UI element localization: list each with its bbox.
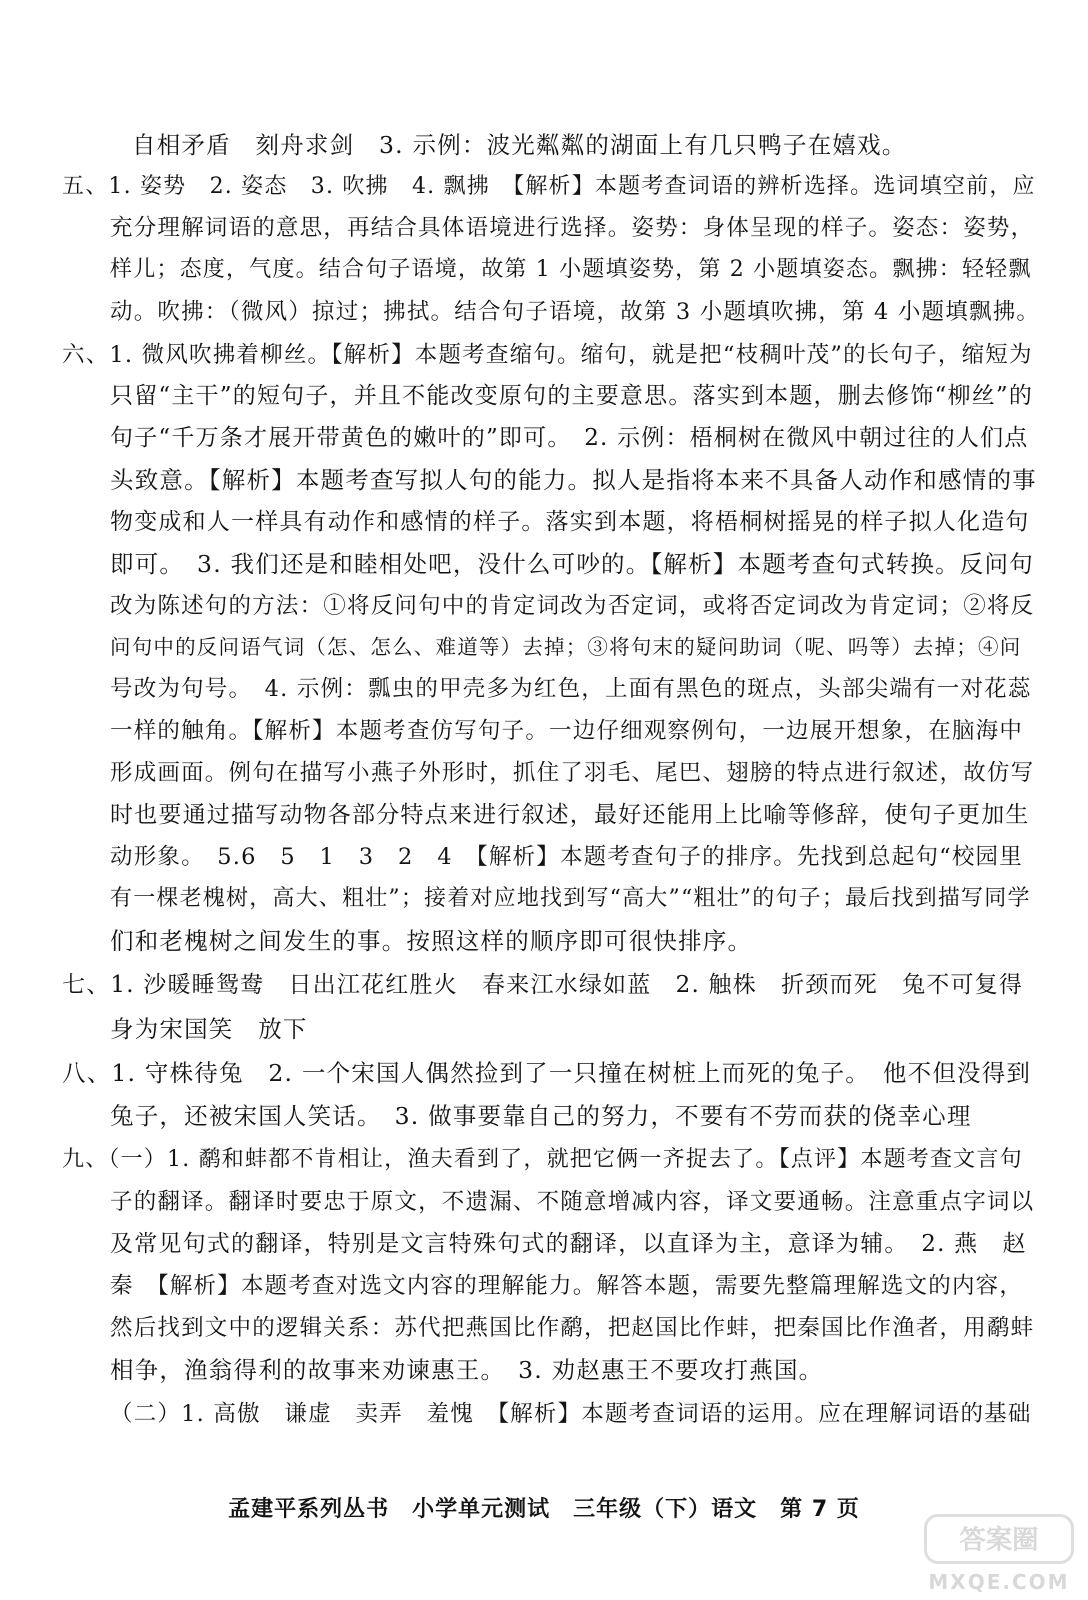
text-line: 及常见句式的翻译，特别是文言特殊句式的翻译，以直译为主，意译为辅。 2. 燕 赵	[110, 1231, 1027, 1257]
text-line: 形成画面。例句在描写小燕子外形时，抓住了羽毛、尾巴、翅膀的特点进行叙述，故仿写	[110, 760, 1035, 786]
text-line: 动。吹拂：（微风）掠过；拂拭。结合句子语境，故第 3 小题填吹拂，第 4 小题填飘拂。	[110, 299, 1041, 325]
text-line: 问句中的反问语气词（怎、怎么、难道等）去掉；③将句末的疑问助词（呢、吗等）去掉；④问	[110, 635, 1022, 659]
text-line: 子的翻译。翻译时要忠于原文，不遗漏、不随意增减内容，译文要通畅。注意重点字词以	[110, 1189, 1035, 1215]
page-footer: 孟建平系列丛书 小学单元测试 三年级（下）语文 第 7 页	[228, 1497, 860, 1522]
text-line: 兔子，还被宋国人笑话。 3. 做事要靠自己的努力，不要有不劳而获的侥幸心理	[110, 1102, 972, 1130]
text-line: 号改为句号。 4. 示例：瓢虫的甲壳多为红色，上面有黑色的斑点，头部尖端有一对花蕊	[110, 676, 1032, 702]
text-line: 们和老槐树之间发生的事。按照这样的顺序即可很快排序。	[110, 927, 753, 955]
text-line: （二）1. 高傲 谦虚 卖弄 羞愧 【解析】本题考查词语的运用。应在理解词语的基础	[110, 1401, 1032, 1427]
text-line: 样儿；态度，气度。结合句子语境，故第 1 小题填姿势，第 2 小题填姿态。飘拂：轻轻飘	[110, 257, 1032, 282]
text-line: 六、1. 微风吹拂着柳丝。【解析】本题考查缩句。缩句，就是把“枝稠叶茂”的长句子，缩短为	[62, 342, 1033, 368]
text-line: 头致意。【解析】本题考查写拟人句的能力。拟人是指将本来不具备人动作和感情的事	[110, 466, 1037, 494]
text-line: 相争，渔翁得利的故事来劝谏惠王。 3. 劝赵惠王不要攻打燕国。	[110, 1356, 824, 1384]
text-line: 秦 【解析】本题考查对选文内容的理解能力。解答本题，需要先整篇理解选文的内容，	[110, 1273, 1024, 1299]
text-line: 即可。 3. 我们还是和睦相处吧，没什么可吵的。【解析】本题考查句式转换。反问句	[110, 550, 1034, 578]
watermark-logo-icon	[924, 1514, 1074, 1564]
text-line: 有一棵老槐树，高大、粗壮”；接着对应地找到写“高大”“粗壮”的句子；最后找到描写同学	[110, 886, 1031, 911]
watermark	[924, 1514, 1074, 1594]
text-line: 自相矛盾 刻舟求剑 3. 示例：波光粼粼的湖面上有几只鸭子在嬉戏。	[132, 131, 907, 159]
text-line: 充分理解词语的意思，再结合具体语境进行选择。姿势：身体呈现的样子。姿态：姿势，	[110, 215, 1035, 241]
text-line: 改为陈述句的方法：①将反问句中的肯定词改为否定词，或将否定词改为肯定词；②将反	[110, 593, 1035, 619]
watermark-logo-text: 答案圈	[959, 1524, 1039, 1556]
text-line: 七、1. 沙暖睡鸳鸯 日出江花红胜火 春来江水绿如蓝 2. 触株 折颈而死 兔不可复得	[62, 972, 1024, 998]
text-line: 时也要通过描写动物各部分特点来进行叙述，最好还能用上比喻等修辞，使句子更加生	[110, 802, 1030, 828]
text-line: 五、1. 姿势 2. 姿态 3. 吹拂 4. 飘拂 【解析】本题考查词语的辨析选择。选词填空前，应	[62, 174, 1036, 199]
text-line: 八、1. 守株待兔 2. 一个宋国人偶然捡到了一只撞在树桩上而死的兔子。 他不但没得到	[62, 1059, 1032, 1087]
text-line: 动形象。 5.6 5 1 3 2 4 【解析】本题考查句子的排序。先找到总起句“校园里	[110, 844, 1023, 870]
text-line: 九、（一）1. 鹬和蚌都不肯相让，渔夫看到了，就把它俩一齐捉去了。【点评】本题考查文言句	[62, 1147, 1023, 1172]
text-line: 只留“主干”的短句子，并且不能改变原句的主要意思。落实到本题，删去修饰“柳丝”的	[110, 383, 1034, 409]
text-line: 句子“千万条才展开带黄色的嫩叶的”即可。 2. 示例：梧桐树在微风中朝过往的人们点	[110, 425, 1029, 451]
text-line: 然后找到文中的逻辑关系：苏代把燕国比作鹬，把赵国比作蚌，把秦国比作渔者，用鹬蚌	[110, 1315, 1035, 1341]
text-line: 物变成和人一样具有动作和感情的样子。落实到本题，将梧桐树摇晃的样子拟人化造句	[110, 509, 1030, 535]
text-line: 一样的触角。【解析】本题考查仿写句子。一边仔细观察例句，一边展开想象，在脑海中	[110, 718, 1024, 744]
text-line: 身为宋国笑 放下	[110, 1015, 308, 1043]
watermark-url: MXQE.COM	[928, 1570, 1070, 1594]
